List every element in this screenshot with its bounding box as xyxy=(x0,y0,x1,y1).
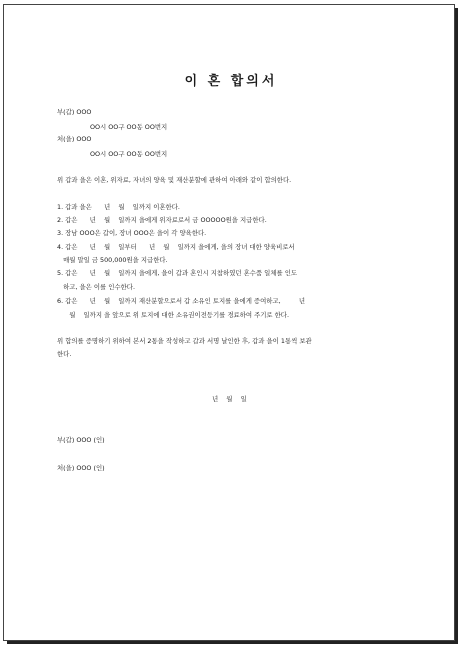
husband-address: OO시 OO구 OO동 OO번지 xyxy=(90,123,168,131)
clause-4-line1: 4. 갑은 년 월 일부터 년 월 일까지 을에게, 을의 장녀 대한 양육비로서 xyxy=(57,243,295,251)
intro-paragraph: 위 갑과 을은 이혼, 위자료, 자녀의 양육 및 재산분할에 관하여 아래와 같이 합의한다. xyxy=(57,176,292,184)
wife-address: OO시 OO구 OO동 OO번지 xyxy=(90,150,168,158)
clause-2: 2. 갑은 년 월 일까지 을에게 위자료로서 금 OOOOO원을 지급한다. xyxy=(57,216,267,224)
document-title: 이 혼 합의서 xyxy=(184,74,278,89)
page-shadow-bottom xyxy=(7,641,458,644)
husband-label: 부(갑) OOO xyxy=(57,108,92,116)
closing-line-1: 위 합의를 증명하기 위하여 본서 2통을 작성하고 갑과 서명 날인한 후, 갑과 을이 1통씩 보관 xyxy=(57,337,312,345)
clause-3: 3. 장남 OOO은 갑이, 장녀 OOO은 을이 각 양육한다. xyxy=(57,229,207,237)
closing-line-2: 한다. xyxy=(57,350,72,358)
page-shadow-right xyxy=(455,8,458,644)
clause-6-line1: 6. 갑은 년 월 일까지 재산분할으로서 갑 소유인 토지를 을에게 증여하고, 년 xyxy=(57,297,306,305)
wife-signature: 처(을) OOO (인) xyxy=(57,464,105,472)
clause-5-line2: 하고, 을은 이를 인수한다. xyxy=(57,283,135,291)
husband-signature: 부(갑) OOO (인) xyxy=(57,436,105,444)
clause-4-line2: 매월 말일 금 500,000원을 지급한다. xyxy=(57,256,168,264)
document-page xyxy=(3,4,455,641)
clause-6-line2: 월 일까지 을 앞으로 위 토지에 대한 소유권이전등기를 경료하여 주기로 한다. xyxy=(57,311,290,319)
date-line: 년 월 일 xyxy=(212,395,247,403)
clause-1: 1. 갑과 을은 년 월 일까지 이혼한다. xyxy=(57,203,180,211)
wife-label: 처(을) OOO xyxy=(57,135,92,143)
clause-5-line1: 5. 갑은 년 월 일까지 을에게, 을이 갑과 혼인시 지참하였던 혼수품 일체를 인도 xyxy=(57,269,298,277)
